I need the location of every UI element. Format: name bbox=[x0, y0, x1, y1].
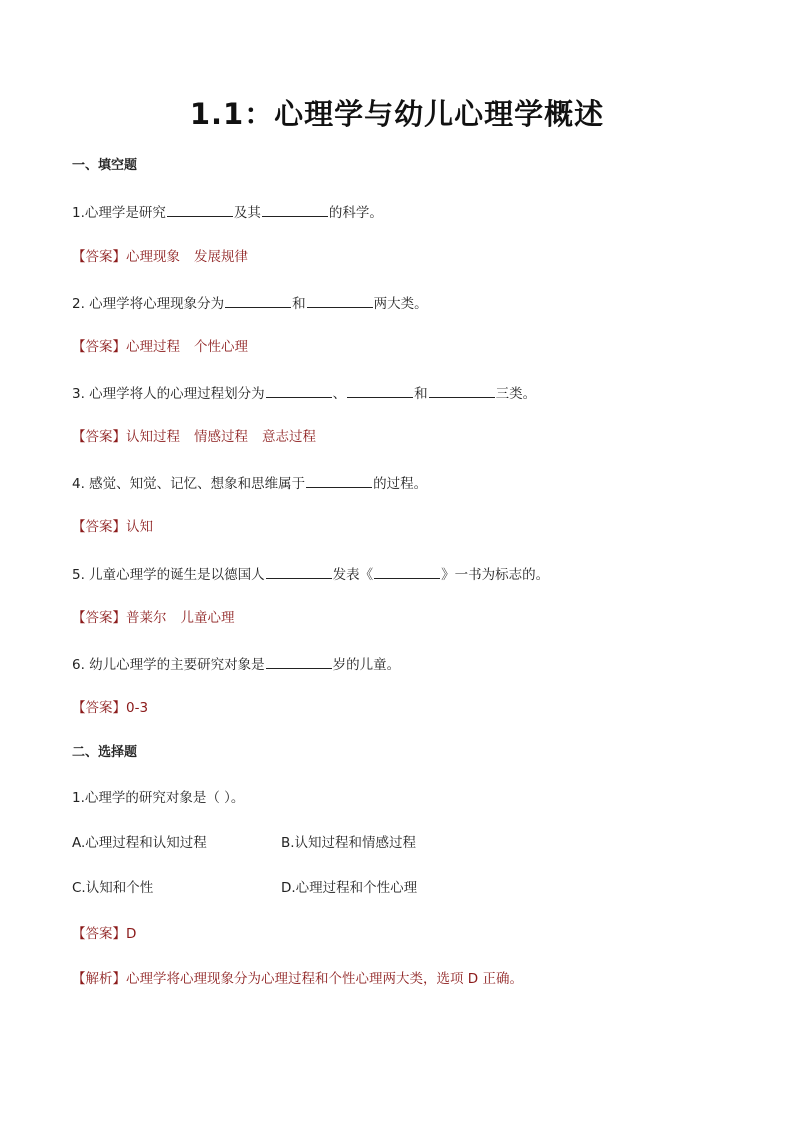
question-text: 的过程。 bbox=[373, 476, 428, 492]
answer-value: 意志过程 bbox=[262, 429, 316, 445]
option-b: B.认知过程和情感过程 bbox=[281, 835, 417, 851]
section-heading-fill-blank: 一、填空题 bbox=[72, 158, 138, 173]
question-text: 、 bbox=[332, 386, 347, 402]
mc-answer-1 bbox=[72, 925, 136, 943]
answer-value: D bbox=[126, 926, 137, 942]
answer-blank bbox=[374, 564, 440, 579]
answer-blank bbox=[307, 293, 373, 308]
answer-blank bbox=[266, 564, 332, 579]
answer-tag: 【答案】 bbox=[72, 610, 126, 626]
question-text: 三类。 bbox=[495, 386, 537, 402]
answer-blank bbox=[262, 202, 328, 217]
question-text: 和 bbox=[414, 386, 428, 402]
answer-blank bbox=[266, 654, 332, 669]
answer-blank bbox=[266, 383, 332, 398]
question-text: 和 bbox=[292, 296, 306, 312]
section-heading-multiple-choice: 二、选择题 bbox=[72, 745, 138, 760]
answer-tag: 【答案】 bbox=[72, 429, 126, 445]
question-text: 及其 bbox=[233, 205, 261, 221]
question-2 bbox=[72, 293, 428, 313]
answer-tag: 【答案】 bbox=[72, 519, 126, 535]
explanation-text: 心理学将心理现象分为心理过程和个性心理两大类，选项 D 正确。 bbox=[126, 971, 523, 987]
answer-3 bbox=[72, 428, 316, 446]
answer-value: 心理现象 bbox=[126, 249, 180, 265]
answer-tag: 【答案】 bbox=[72, 926, 126, 942]
answer-value: 心理过程 bbox=[126, 339, 180, 355]
question-text: 发表《 bbox=[332, 567, 374, 583]
question-text: 两大类。 bbox=[373, 296, 428, 312]
question-text: 》一书为标志的。 bbox=[441, 567, 550, 583]
answer-6 bbox=[72, 699, 148, 717]
option-d: D.心理过程和个性心理 bbox=[281, 880, 418, 896]
answer-value: 认知 bbox=[126, 519, 153, 535]
answer-value: 认知过程 bbox=[126, 429, 180, 445]
answer-value: 儿童心理 bbox=[180, 610, 235, 626]
question-5 bbox=[72, 564, 549, 584]
mc-explanation-1 bbox=[72, 970, 523, 988]
answer-tag: 【答案】 bbox=[72, 339, 126, 355]
answer-blank bbox=[429, 383, 495, 398]
answer-blank bbox=[347, 383, 413, 398]
answer-value: 个性心理 bbox=[194, 339, 248, 355]
explanation-tag: 【解析】 bbox=[72, 971, 126, 987]
mc-question-1: 1.心理学的研究对象是（ ）。 bbox=[72, 790, 245, 806]
question-3 bbox=[72, 383, 536, 403]
page-title: 1.1：心理学与幼儿心理学概述 bbox=[189, 97, 605, 131]
question-text: 2. 心理学将心理现象分为 bbox=[72, 296, 225, 312]
answer-5 bbox=[72, 609, 235, 627]
answer-value: 情感过程 bbox=[194, 429, 248, 445]
option-c: C.认知和个性 bbox=[72, 880, 154, 896]
answer-blank bbox=[225, 293, 291, 308]
answer-value: 普莱尔 bbox=[126, 610, 167, 626]
question-text: 5. 儿童心理学的诞生是以德国人 bbox=[72, 567, 265, 583]
question-6 bbox=[72, 654, 400, 674]
question-text: 4. 感觉、知觉、记忆、想象和思维属于 bbox=[72, 476, 306, 492]
answer-1 bbox=[72, 248, 248, 266]
question-text: 3. 心理学将人的心理过程划分为 bbox=[72, 386, 265, 402]
answer-value: 0-3 bbox=[126, 700, 149, 716]
question-text: 1.心理学是研究 bbox=[72, 205, 166, 221]
answer-2 bbox=[72, 338, 248, 356]
answer-4 bbox=[72, 518, 153, 536]
answer-blank bbox=[306, 473, 372, 488]
question-text: 6. 幼儿心理学的主要研究对象是 bbox=[72, 657, 265, 673]
answer-value: 发展规律 bbox=[194, 249, 248, 265]
question-text: 的科学。 bbox=[328, 205, 383, 221]
question-1 bbox=[72, 202, 383, 222]
answer-tag: 【答案】 bbox=[72, 700, 126, 716]
question-4 bbox=[72, 473, 427, 493]
option-a: A.心理过程和认知过程 bbox=[72, 835, 207, 851]
answer-tag: 【答案】 bbox=[72, 249, 126, 265]
question-text: 岁的儿童。 bbox=[332, 657, 401, 673]
answer-blank bbox=[167, 202, 233, 217]
